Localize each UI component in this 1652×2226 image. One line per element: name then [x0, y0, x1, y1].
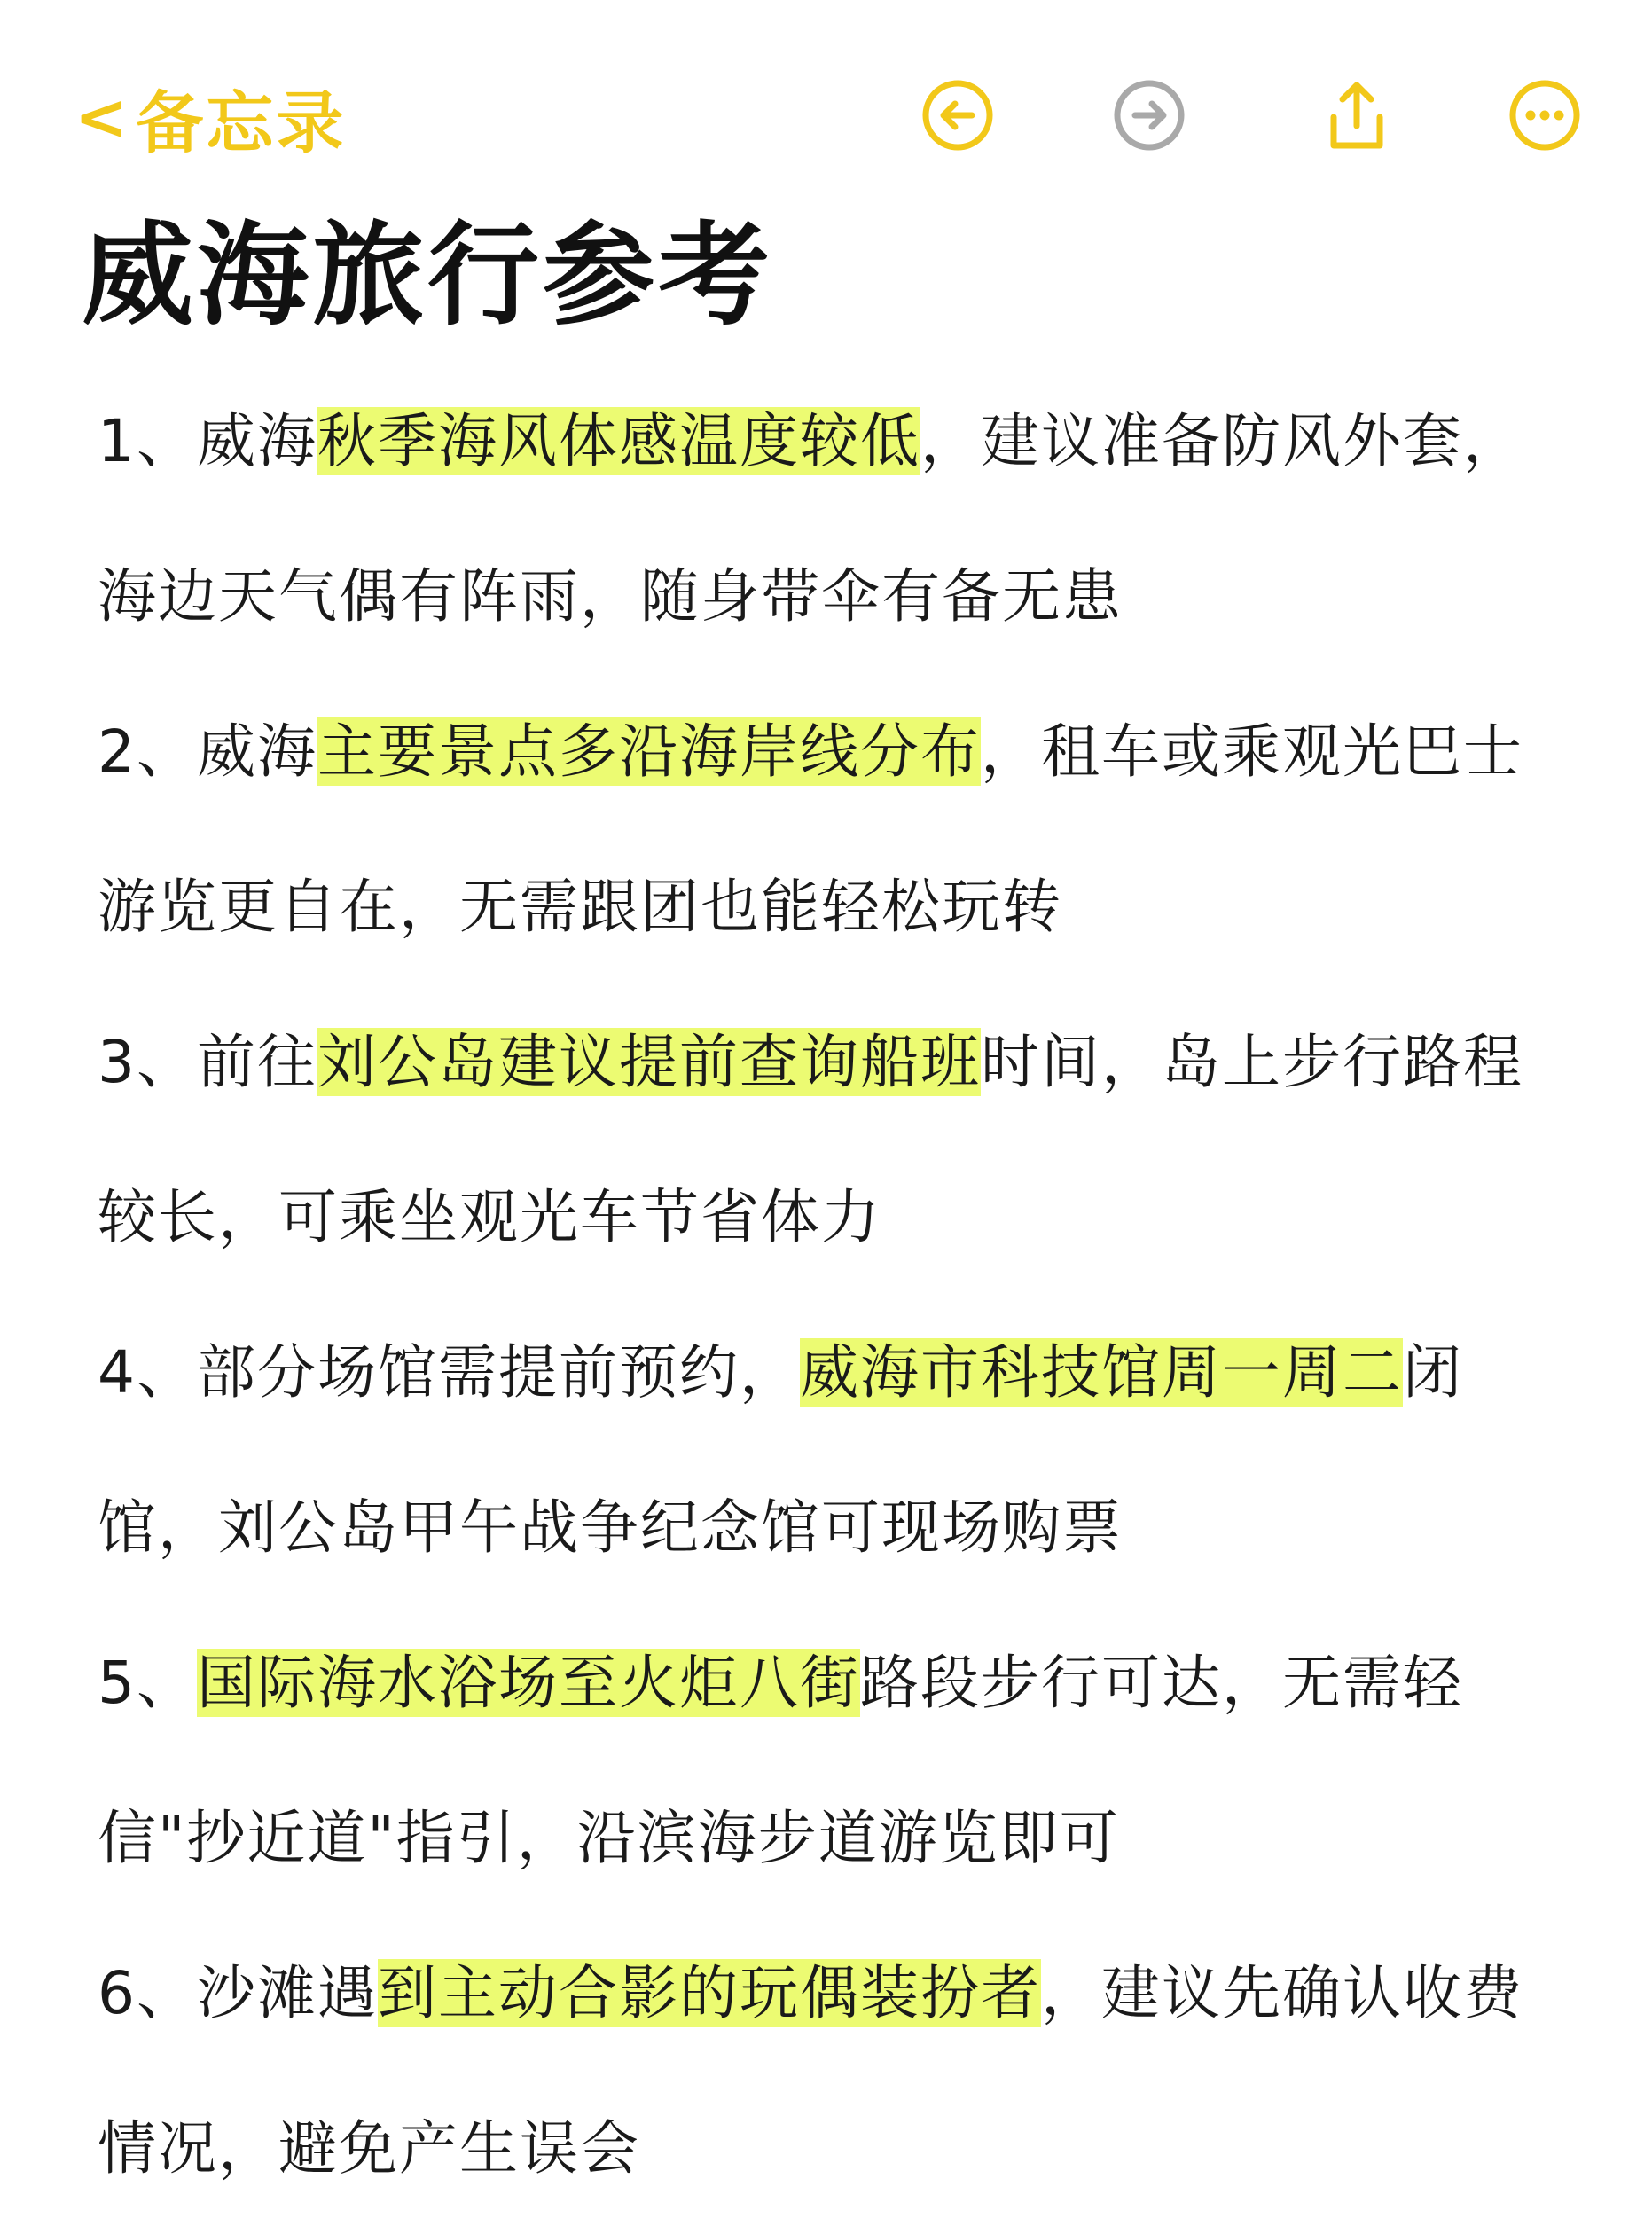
note-item-text: 1、威海 [98, 407, 317, 475]
note-item [98, 1295, 1570, 1605]
note-item-text: 3、前往 [98, 1028, 317, 1096]
highlighted-text: 主要景点多沿海岸线分布 [317, 717, 981, 786]
note-item [98, 1605, 1570, 1916]
note-body[interactable] [98, 364, 1570, 2226]
highlighted-text: 到主动合影的玩偶装扮者 [378, 1959, 1041, 2027]
note-item-text: 路段步行可达，无需轻信"抄近道"指引，沿滨海步道游览即可 [98, 1649, 1463, 1872]
note-title[interactable]: 威海旅行参考 [82, 210, 773, 341]
highlighted-text: 威海市科技馆周一周二 [800, 1338, 1403, 1407]
note-item [98, 1916, 1570, 2226]
note-item-text: ，租车或乘观光巴士游览更自在，无需跟团也能轻松玩转 [98, 717, 1523, 941]
note-item-text: 4、部分场馆需提前预约， [98, 1338, 800, 1407]
note-item [98, 984, 1570, 1295]
undo-icon[interactable] [920, 78, 995, 153]
note-item [98, 364, 1570, 674]
note-item-text: 5、 [98, 1649, 197, 1717]
highlighted-text: 刘公岛建议提前查询船班 [317, 1028, 981, 1096]
back-chevron-icon: < [74, 80, 131, 154]
back-button[interactable] [74, 73, 346, 161]
note-item-text: 闭馆，刘公岛甲午战争纪念馆可现场购票 [98, 1338, 1463, 1562]
note-item-text: 6、沙滩遇 [98, 1959, 378, 2027]
highlighted-text: 秋季海风体感温度较低 [317, 407, 920, 475]
share-icon[interactable] [1319, 78, 1394, 153]
note-item-text: ，建议先确认收费情况，避免产生误会 [98, 1959, 1523, 2183]
note-item [98, 674, 1570, 984]
redo-icon[interactable] [1112, 78, 1186, 153]
note-toolbar [0, 0, 1652, 213]
back-label: 备忘录 [136, 82, 347, 162]
highlighted-text: 国际海水浴场至火炬八街 [197, 1649, 860, 1717]
note-item-text: 时间，岛上步行路程较长，可乘坐观光车节省体力 [98, 1028, 1523, 1251]
more-options-icon[interactable] [1507, 78, 1582, 153]
note-item-text: 2、威海 [98, 717, 317, 786]
note-item-text: ，建议准备防风外套，海边天气偶有阵雨，随身带伞有备无患 [98, 407, 1523, 631]
